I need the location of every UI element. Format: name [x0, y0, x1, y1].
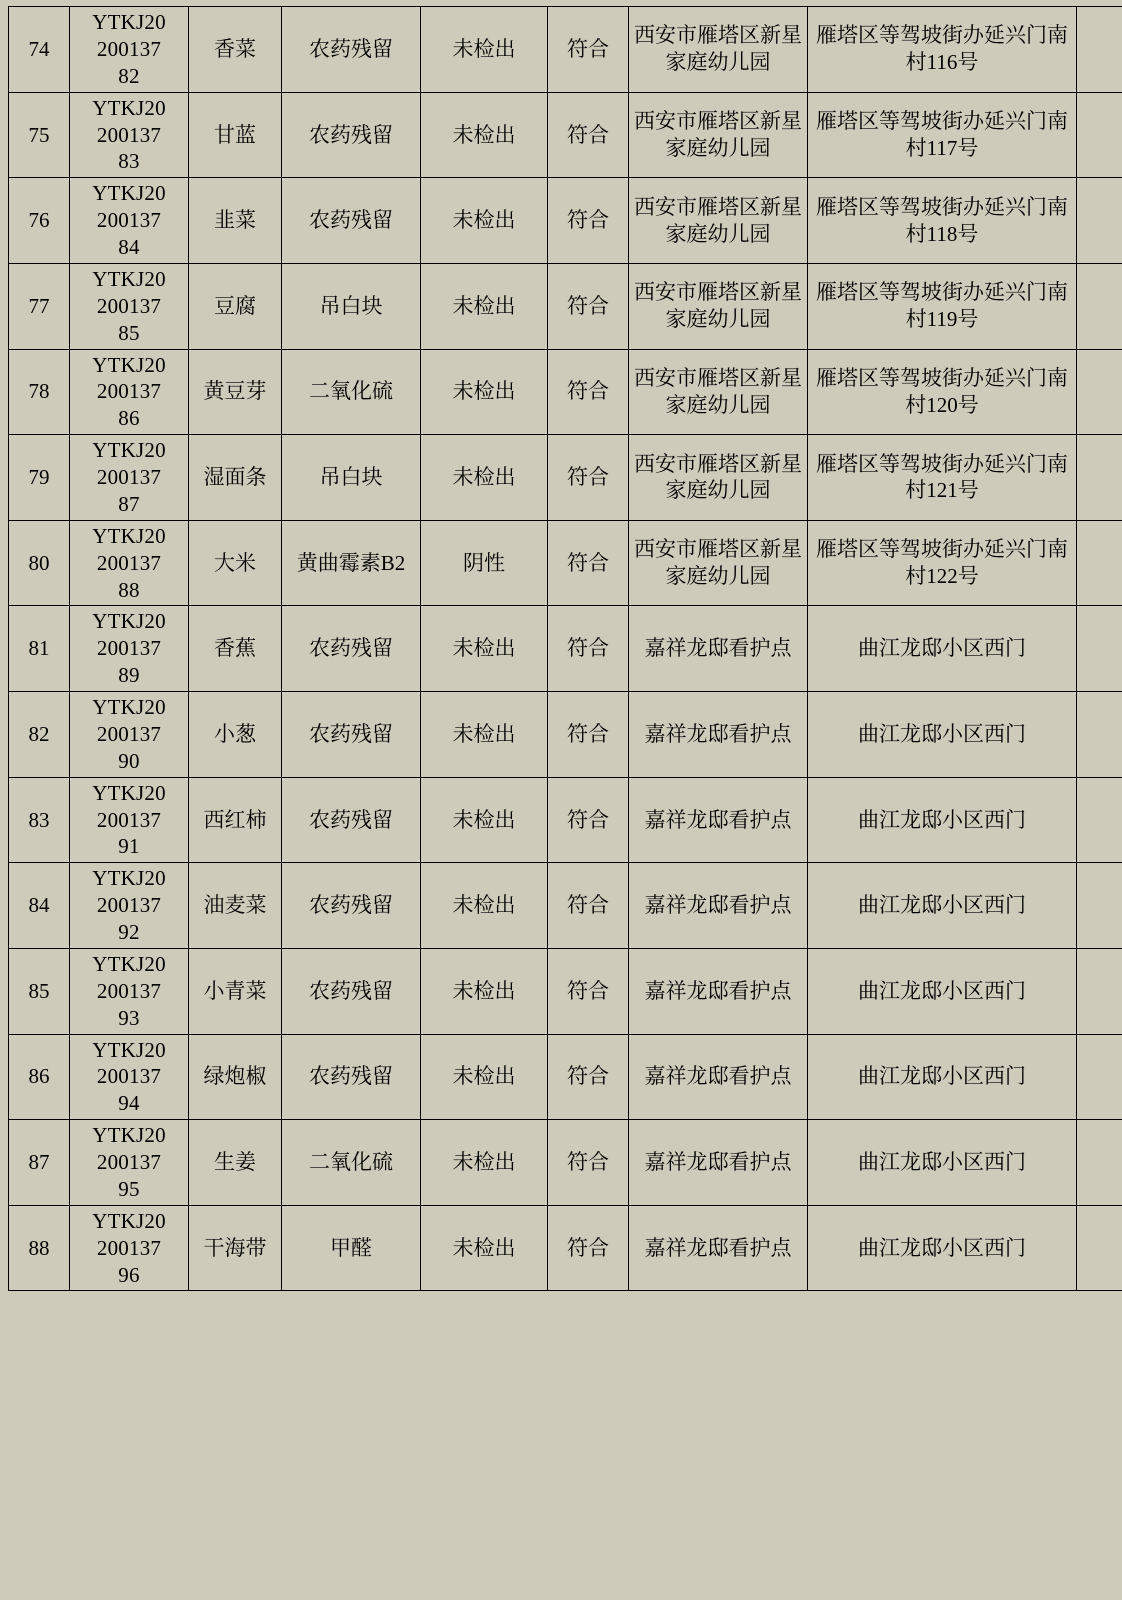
cell-test-result: 未检出 [421, 178, 548, 264]
table-row [9, 7, 1122, 93]
cell-test-result: 未检出 [421, 1120, 548, 1206]
sample-code-line: 200137 [96, 1235, 162, 1260]
cell-inspected-unit: 嘉祥龙邸看护点 [629, 1120, 808, 1206]
cell-test-result: 未检出 [421, 263, 548, 349]
cell-test-item: 吊白块 [282, 263, 421, 349]
cell-test-item: 农药残留 [282, 92, 421, 178]
cell-inspected-unit: 西安市雁塔区新星家庭幼儿园 [629, 520, 808, 606]
cell-sample-code [70, 606, 189, 692]
cell-sample-name: 香蕉 [189, 606, 282, 692]
table-row [9, 349, 1122, 435]
cell-conclusion: 符合 [548, 263, 629, 349]
sample-code-line: YTKJ20 [92, 10, 166, 34]
cell-sample-code [70, 263, 189, 349]
cell-test-item: 农药残留 [282, 1034, 421, 1120]
cell-address: 雁塔区等驾坡街办延兴门南村117号 [808, 92, 1077, 178]
cell-inspected-unit: 嘉祥龙邸看护点 [629, 606, 808, 692]
sample-code-line: 200137 [96, 1064, 162, 1089]
cell-inspected-unit: 西安市雁塔区新星家庭幼儿园 [629, 7, 808, 93]
cell-test-item: 黄曲霉素B2 [282, 520, 421, 606]
cell-inspected-unit: 嘉祥龙邸看护点 [629, 777, 808, 863]
cell-sample-code [70, 863, 189, 949]
cell-sample-code [70, 1034, 189, 1120]
cell-sample-code [70, 692, 189, 778]
cell-serial-number: 76 [9, 178, 70, 264]
cell-sample-code [70, 349, 189, 435]
cell-inspected-unit: 西安市雁塔区新星家庭幼儿园 [629, 178, 808, 264]
cell-inspected-unit: 嘉祥龙邸看护点 [629, 1205, 808, 1291]
cell-address: 曲江龙邸小区西门 [808, 1205, 1077, 1291]
sample-code-line: YTKJ20 [92, 523, 166, 548]
cell-serial-number: 81 [9, 606, 70, 692]
cell-conclusion: 符合 [548, 948, 629, 1034]
table-row [9, 435, 1122, 521]
sample-code-line: 89 [118, 663, 140, 688]
cell-remark [1077, 349, 1122, 435]
cell-test-item: 二氧化硫 [282, 349, 421, 435]
cell-sample-name: 小青菜 [189, 948, 282, 1034]
cell-inspected-unit: 西安市雁塔区新星家庭幼儿园 [629, 435, 808, 521]
cell-address: 雁塔区等驾坡街办延兴门南村120号 [808, 349, 1077, 435]
cell-sample-name: 干海带 [189, 1205, 282, 1291]
cell-address: 雁塔区等驾坡街办延兴门南村121号 [808, 435, 1077, 521]
cell-serial-number: 86 [9, 1034, 70, 1120]
cell-test-item: 吊白块 [282, 435, 421, 521]
cell-test-result: 未检出 [421, 777, 548, 863]
cell-test-result: 未检出 [421, 1034, 548, 1120]
table-row [9, 1205, 1122, 1291]
cell-remark [1077, 263, 1122, 349]
sample-code-line: 96 [118, 1262, 140, 1287]
sample-code-line: YTKJ20 [92, 1037, 166, 1062]
sample-code-line: 200137 [96, 550, 162, 575]
cell-serial-number: 84 [9, 863, 70, 949]
cell-test-result: 未检出 [421, 349, 548, 435]
cell-remark [1077, 520, 1122, 606]
sample-code-line: YTKJ20 [92, 609, 166, 634]
cell-test-item: 二氧化硫 [282, 1120, 421, 1206]
cell-sample-code [70, 520, 189, 606]
cell-sample-code [70, 92, 189, 178]
sample-code-line: 200137 [96, 293, 162, 318]
cell-inspected-unit: 嘉祥龙邸看护点 [629, 948, 808, 1034]
sample-code-line: YTKJ20 [92, 866, 166, 891]
cell-sample-code [70, 1205, 189, 1291]
table-row [9, 1120, 1122, 1206]
cell-serial-number: 78 [9, 349, 70, 435]
table-row [9, 520, 1122, 606]
cell-inspected-unit: 嘉祥龙邸看护点 [629, 863, 808, 949]
cell-conclusion: 符合 [548, 692, 629, 778]
cell-test-result: 未检出 [421, 92, 548, 178]
cell-test-item: 农药残留 [282, 692, 421, 778]
cell-conclusion: 符合 [548, 178, 629, 264]
cell-serial-number: 74 [9, 7, 70, 93]
cell-remark [1077, 692, 1122, 778]
cell-sample-name: 豆腐 [189, 263, 282, 349]
cell-sample-code [70, 435, 189, 521]
sample-code-line: 200137 [96, 893, 162, 918]
table-row [9, 92, 1122, 178]
sample-code-line: 93 [118, 1005, 140, 1030]
sample-code-line: 200137 [96, 978, 162, 1003]
sample-code-line: 200137 [96, 807, 162, 832]
cell-serial-number: 75 [9, 92, 70, 178]
sample-code-line: 94 [118, 1091, 140, 1116]
sample-code-line: YTKJ20 [92, 1208, 166, 1233]
sample-code-line: YTKJ20 [92, 438, 166, 463]
cell-conclusion: 符合 [548, 863, 629, 949]
cell-sample-name: 湿面条 [189, 435, 282, 521]
cell-test-result: 未检出 [421, 7, 548, 93]
cell-test-result: 未检出 [421, 692, 548, 778]
cell-test-item: 农药残留 [282, 948, 421, 1034]
sample-code-line: 87 [118, 491, 140, 516]
cell-address: 雁塔区等驾坡街办延兴门南村118号 [808, 178, 1077, 264]
table-row [9, 863, 1122, 949]
sample-code-line: 92 [118, 920, 140, 944]
cell-address: 曲江龙邸小区西门 [808, 948, 1077, 1034]
sample-code-line: 86 [118, 406, 140, 431]
cell-sample-name: 甘蓝 [189, 92, 282, 178]
cell-remark [1077, 435, 1122, 521]
cell-sample-name: 绿炮椒 [189, 1034, 282, 1120]
cell-serial-number: 82 [9, 692, 70, 778]
sample-code-line: 200137 [96, 208, 162, 233]
cell-sample-name: 生姜 [189, 1120, 282, 1206]
cell-conclusion: 符合 [548, 7, 629, 93]
cell-sample-name: 黄豆芽 [189, 349, 282, 435]
cell-test-item: 农药残留 [282, 178, 421, 264]
cell-serial-number: 79 [9, 435, 70, 521]
cell-address: 雁塔区等驾坡街办延兴门南村119号 [808, 263, 1077, 349]
sample-code-line: 83 [118, 149, 140, 174]
sample-code-line: YTKJ20 [92, 181, 166, 206]
cell-conclusion: 符合 [548, 92, 629, 178]
sample-code-line: YTKJ20 [92, 695, 166, 719]
sample-code-line: 200137 [96, 122, 162, 147]
cell-address: 曲江龙邸小区西门 [808, 777, 1077, 863]
cell-conclusion: 符合 [548, 606, 629, 692]
cell-inspected-unit: 嘉祥龙邸看护点 [629, 692, 808, 778]
cell-test-result: 未检出 [421, 1205, 548, 1291]
table-body [9, 7, 1122, 1291]
cell-sample-code [70, 777, 189, 863]
cell-test-item: 农药残留 [282, 863, 421, 949]
cell-address: 雁塔区等驾坡街办延兴门南村116号 [808, 7, 1077, 93]
inspection-results-table [8, 6, 1122, 1291]
cell-conclusion: 符合 [548, 349, 629, 435]
cell-conclusion: 符合 [548, 520, 629, 606]
cell-remark [1077, 1120, 1122, 1206]
sample-code-line: 90 [118, 748, 140, 773]
table-row [9, 692, 1122, 778]
cell-inspected-unit: 嘉祥龙邸看护点 [629, 1034, 808, 1120]
cell-address: 曲江龙邸小区西门 [808, 863, 1077, 949]
table-row [9, 606, 1122, 692]
cell-serial-number: 87 [9, 1120, 70, 1206]
cell-test-result: 未检出 [421, 863, 548, 949]
sample-code-line: 84 [118, 235, 140, 259]
cell-sample-code [70, 7, 189, 93]
cell-conclusion: 符合 [548, 777, 629, 863]
cell-remark [1077, 92, 1122, 178]
table-row [9, 263, 1122, 349]
sample-code-line: 85 [118, 320, 140, 345]
cell-remark [1077, 777, 1122, 863]
cell-address: 曲江龙邸小区西门 [808, 692, 1077, 778]
sample-code-line: 200137 [96, 636, 162, 661]
cell-test-result: 未检出 [421, 606, 548, 692]
cell-test-item: 农药残留 [282, 606, 421, 692]
cell-serial-number: 77 [9, 263, 70, 349]
cell-address: 雁塔区等驾坡街办延兴门南村122号 [808, 520, 1077, 606]
cell-sample-code [70, 178, 189, 264]
cell-conclusion: 符合 [548, 1034, 629, 1120]
cell-remark [1077, 863, 1122, 949]
cell-conclusion: 符合 [548, 1120, 629, 1206]
cell-address: 曲江龙邸小区西门 [808, 1034, 1077, 1120]
cell-conclusion: 符合 [548, 1205, 629, 1291]
cell-sample-name: 韭菜 [189, 178, 282, 264]
cell-conclusion: 符合 [548, 435, 629, 521]
cell-address: 曲江龙邸小区西门 [808, 606, 1077, 692]
cell-sample-name: 小葱 [189, 692, 282, 778]
cell-address: 曲江龙邸小区西门 [808, 1120, 1077, 1206]
sample-code-line: YTKJ20 [92, 95, 166, 120]
sample-code-line: 200137 [96, 465, 162, 489]
table-row [9, 948, 1122, 1034]
table-row [9, 1034, 1122, 1120]
cell-remark [1077, 7, 1122, 93]
sample-code-line: YTKJ20 [92, 951, 166, 976]
cell-inspected-unit: 西安市雁塔区新星家庭幼儿园 [629, 92, 808, 178]
sample-code-line: 88 [118, 577, 140, 602]
cell-inspected-unit: 西安市雁塔区新星家庭幼儿园 [629, 263, 808, 349]
cell-sample-name: 大米 [189, 520, 282, 606]
sample-code-line: 91 [118, 834, 140, 859]
cell-sample-code [70, 948, 189, 1034]
cell-serial-number: 83 [9, 777, 70, 863]
cell-remark [1077, 948, 1122, 1034]
table-row [9, 777, 1122, 863]
cell-sample-code [70, 1120, 189, 1206]
cell-test-item: 农药残留 [282, 777, 421, 863]
sample-code-line: 200137 [96, 1150, 162, 1174]
sample-code-line: 200137 [96, 36, 162, 61]
sample-code-line: YTKJ20 [92, 266, 166, 291]
sample-code-line: 200137 [96, 721, 162, 746]
cell-test-result: 未检出 [421, 948, 548, 1034]
cell-test-item: 甲醛 [282, 1205, 421, 1291]
sample-code-line: 95 [118, 1176, 140, 1201]
cell-test-item: 农药残留 [282, 7, 421, 93]
sample-code-line: YTKJ20 [92, 1123, 166, 1148]
cell-serial-number: 85 [9, 948, 70, 1034]
cell-sample-name: 香菜 [189, 7, 282, 93]
cell-remark [1077, 178, 1122, 264]
cell-serial-number: 88 [9, 1205, 70, 1291]
sample-code-line: YTKJ20 [92, 352, 166, 377]
cell-test-result: 阴性 [421, 520, 548, 606]
sample-code-line: 82 [118, 63, 140, 88]
cell-remark [1077, 606, 1122, 692]
cell-inspected-unit: 西安市雁塔区新星家庭幼儿园 [629, 349, 808, 435]
sample-code-line: YTKJ20 [92, 780, 166, 805]
cell-remark [1077, 1034, 1122, 1120]
cell-remark [1077, 1205, 1122, 1291]
cell-test-result: 未检出 [421, 435, 548, 521]
sample-code-line: 200137 [96, 379, 162, 404]
cell-sample-name: 西红柿 [189, 777, 282, 863]
cell-serial-number: 80 [9, 520, 70, 606]
cell-sample-name: 油麦菜 [189, 863, 282, 949]
table-row [9, 178, 1122, 264]
